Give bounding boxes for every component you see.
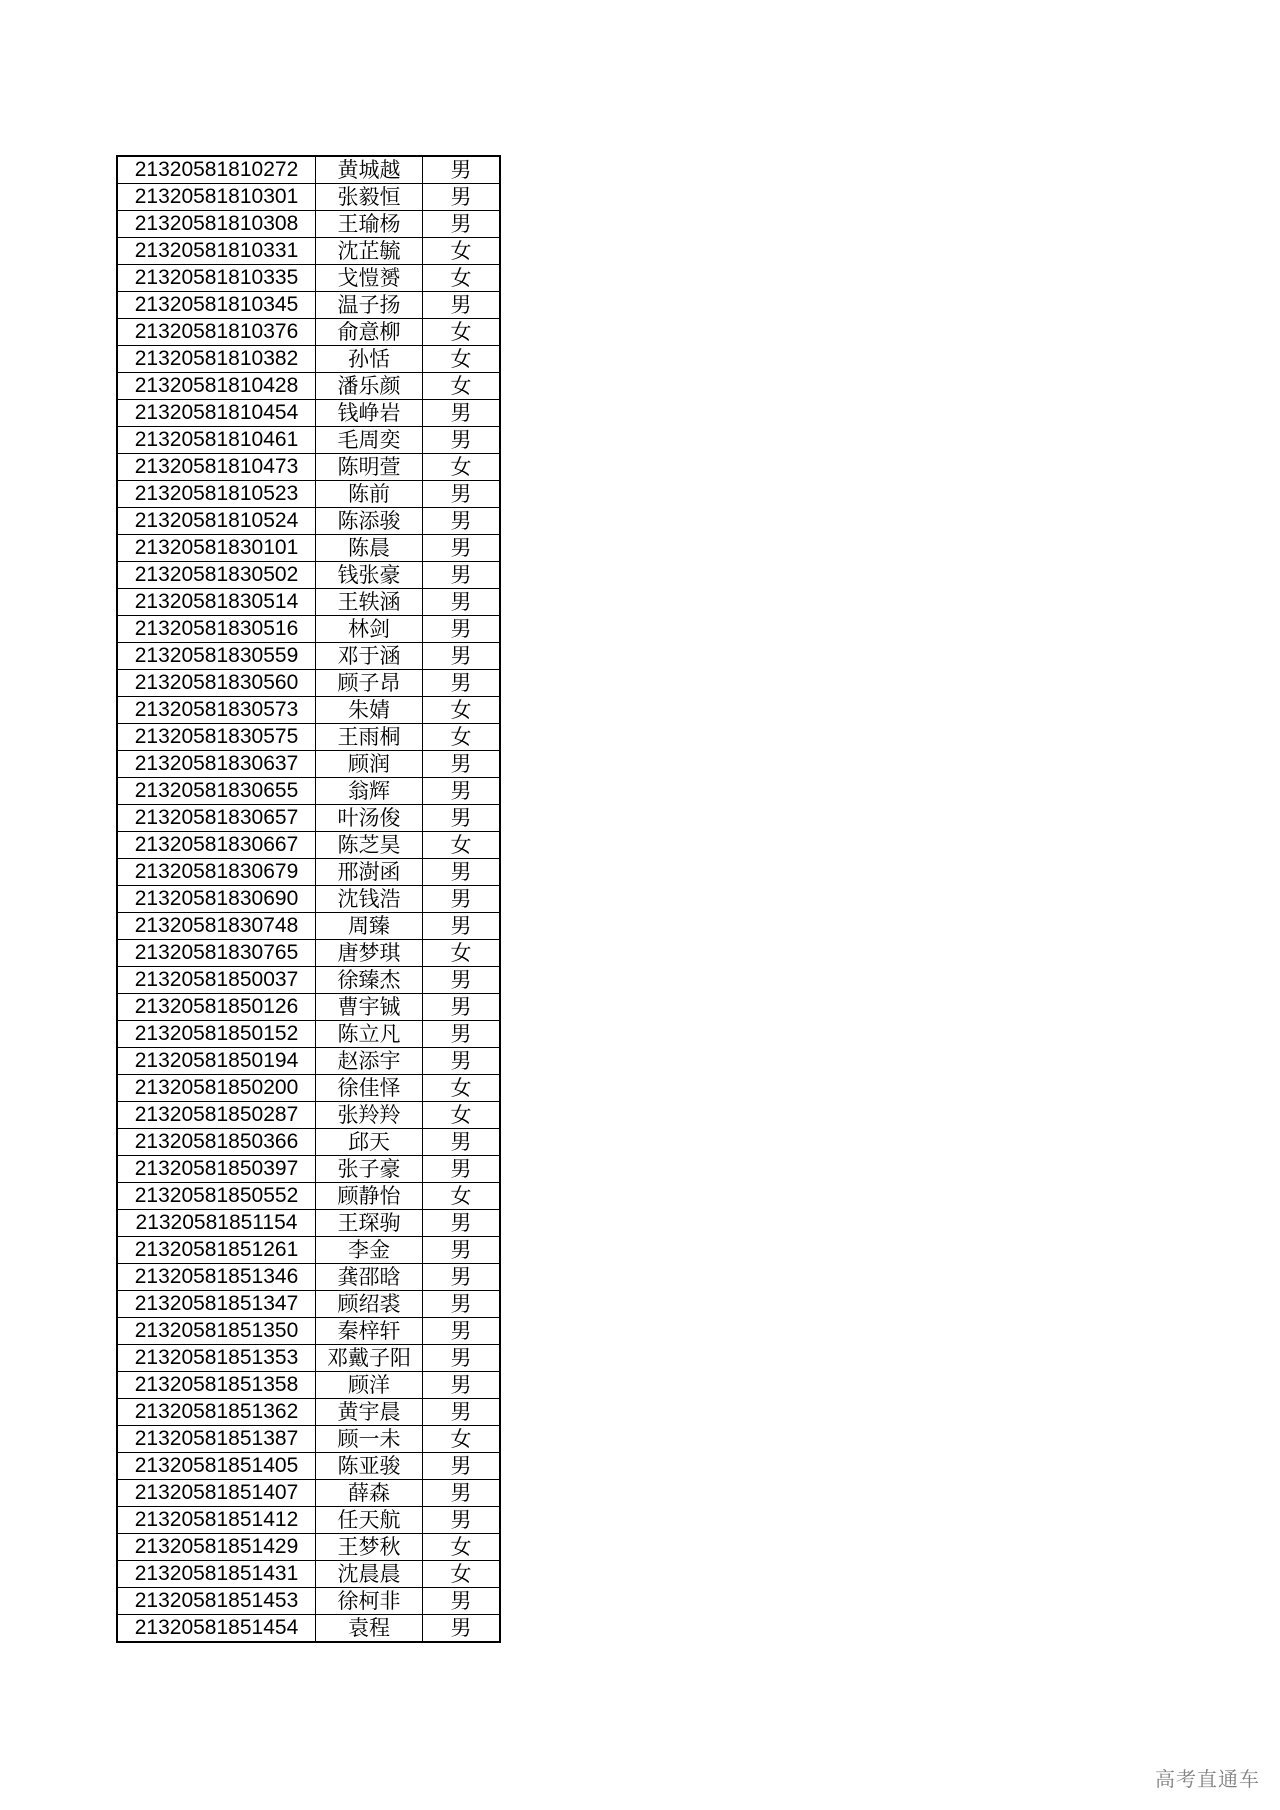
student-name-cell: 龚邵晗 [316, 1264, 423, 1291]
student-name-cell: 黄城越 [316, 156, 423, 184]
table-row [117, 643, 500, 670]
student-name-cell: 李金 [316, 1237, 423, 1264]
student-name-cell: 徐臻杰 [316, 967, 423, 994]
student-id-cell: 21320581830502 [117, 562, 316, 589]
student-gender-cell: 男 [423, 994, 501, 1021]
table-row [117, 1183, 500, 1210]
student-name-cell: 沈芷毓 [316, 238, 423, 265]
table-row [117, 751, 500, 778]
student-gender-cell: 男 [423, 400, 501, 427]
table-row [117, 238, 500, 265]
student-id-cell: 21320581851453 [117, 1588, 316, 1615]
student-name-cell: 朱婧 [316, 697, 423, 724]
student-name-cell: 徐柯非 [316, 1588, 423, 1615]
student-name-cell: 周臻 [316, 913, 423, 940]
student-name-cell: 戈愷赟 [316, 265, 423, 292]
student-name-cell: 钱峥岩 [316, 400, 423, 427]
student-id-cell: 21320581850152 [117, 1021, 316, 1048]
table-row [117, 373, 500, 400]
student-gender-cell: 男 [423, 156, 501, 184]
table-row [117, 1480, 500, 1507]
table-row [117, 292, 500, 319]
student-gender-cell: 女 [423, 265, 501, 292]
table-row [117, 1156, 500, 1183]
student-gender-cell: 男 [423, 616, 501, 643]
student-id-cell: 21320581810301 [117, 184, 316, 211]
student-id-cell: 21320581810428 [117, 373, 316, 400]
student-gender-cell: 男 [423, 184, 501, 211]
table-row [117, 967, 500, 994]
student-name-cell: 沈晨晨 [316, 1561, 423, 1588]
student-gender-cell: 女 [423, 832, 501, 859]
student-name-cell: 温子扬 [316, 292, 423, 319]
student-gender-cell: 男 [423, 1264, 501, 1291]
student-gender-cell: 男 [423, 481, 501, 508]
table-row [117, 211, 500, 238]
student-id-cell: 21320581850552 [117, 1183, 316, 1210]
student-id-cell: 21320581850287 [117, 1102, 316, 1129]
student-id-cell: 21320581851353 [117, 1345, 316, 1372]
student-name-cell: 徐佳怿 [316, 1075, 423, 1102]
student-id-cell: 21320581830575 [117, 724, 316, 751]
student-id-cell: 21320581830559 [117, 643, 316, 670]
table-row [117, 724, 500, 751]
student-name-cell: 王轶涵 [316, 589, 423, 616]
table-row [117, 859, 500, 886]
student-name-cell: 陈亚骏 [316, 1453, 423, 1480]
student-id-cell: 21320581850397 [117, 1156, 316, 1183]
student-id-cell: 21320581851387 [117, 1426, 316, 1453]
table-row [117, 1399, 500, 1426]
roster-table-body [117, 156, 500, 1642]
student-name-cell: 顾洋 [316, 1372, 423, 1399]
student-name-cell: 王雨桐 [316, 724, 423, 751]
student-gender-cell: 女 [423, 940, 501, 967]
student-name-cell: 王琛驹 [316, 1210, 423, 1237]
student-name-cell: 曹宇铖 [316, 994, 423, 1021]
table-row [117, 913, 500, 940]
table-row [117, 454, 500, 481]
student-gender-cell: 女 [423, 319, 501, 346]
table-row [117, 1102, 500, 1129]
table-row [117, 994, 500, 1021]
student-name-cell: 陈立凡 [316, 1021, 423, 1048]
student-gender-cell: 女 [423, 454, 501, 481]
student-name-cell: 赵添宇 [316, 1048, 423, 1075]
student-id-cell: 21320581830101 [117, 535, 316, 562]
student-gender-cell: 女 [423, 724, 501, 751]
student-id-cell: 21320581850200 [117, 1075, 316, 1102]
student-id-cell: 21320581810272 [117, 156, 316, 184]
student-gender-cell: 男 [423, 1372, 501, 1399]
student-id-cell: 21320581851346 [117, 1264, 316, 1291]
student-gender-cell: 女 [423, 1534, 501, 1561]
table-row [117, 346, 500, 373]
student-id-cell: 21320581850126 [117, 994, 316, 1021]
student-name-cell: 秦梓轩 [316, 1318, 423, 1345]
student-gender-cell: 女 [423, 1183, 501, 1210]
student-id-cell: 21320581810454 [117, 400, 316, 427]
student-gender-cell: 男 [423, 643, 501, 670]
student-id-cell: 21320581830690 [117, 886, 316, 913]
student-gender-cell: 男 [423, 562, 501, 589]
student-gender-cell: 男 [423, 1291, 501, 1318]
student-gender-cell: 男 [423, 1048, 501, 1075]
student-name-cell: 顾绍裘 [316, 1291, 423, 1318]
student-name-cell: 陈添骏 [316, 508, 423, 535]
student-id-cell: 21320581851154 [117, 1210, 316, 1237]
student-gender-cell: 女 [423, 238, 501, 265]
student-id-cell: 21320581830657 [117, 805, 316, 832]
student-gender-cell: 男 [423, 913, 501, 940]
table-row [117, 184, 500, 211]
table-row [117, 1615, 500, 1643]
student-name-cell: 俞意柳 [316, 319, 423, 346]
table-row [117, 805, 500, 832]
student-id-cell: 21320581850366 [117, 1129, 316, 1156]
student-gender-cell: 男 [423, 508, 501, 535]
table-row [117, 832, 500, 859]
table-row [117, 616, 500, 643]
student-name-cell: 陈晨 [316, 535, 423, 562]
table-row [117, 1534, 500, 1561]
student-gender-cell: 男 [423, 778, 501, 805]
student-id-cell: 21320581810473 [117, 454, 316, 481]
student-id-cell: 21320581851358 [117, 1372, 316, 1399]
student-name-cell: 黄宇晨 [316, 1399, 423, 1426]
table-row [117, 400, 500, 427]
table-row [117, 1588, 500, 1615]
student-id-cell: 21320581810331 [117, 238, 316, 265]
student-name-cell: 张毅恒 [316, 184, 423, 211]
table-row [117, 562, 500, 589]
table-row [117, 886, 500, 913]
table-row [117, 1291, 500, 1318]
student-gender-cell: 男 [423, 1480, 501, 1507]
student-name-cell: 任天航 [316, 1507, 423, 1534]
table-row [117, 1453, 500, 1480]
student-id-cell: 21320581851407 [117, 1480, 316, 1507]
student-name-cell: 翁辉 [316, 778, 423, 805]
student-gender-cell: 男 [423, 211, 501, 238]
student-id-cell: 21320581851362 [117, 1399, 316, 1426]
student-name-cell: 邓于涵 [316, 643, 423, 670]
table-row [117, 1561, 500, 1588]
student-id-cell: 21320581851350 [117, 1318, 316, 1345]
table-row [117, 1318, 500, 1345]
student-id-cell: 21320581830573 [117, 697, 316, 724]
student-gender-cell: 男 [423, 589, 501, 616]
student-gender-cell: 男 [423, 535, 501, 562]
student-name-cell: 沈钱浩 [316, 886, 423, 913]
student-id-cell: 21320581830655 [117, 778, 316, 805]
student-id-cell: 21320581851454 [117, 1615, 316, 1643]
table-row [117, 319, 500, 346]
student-gender-cell: 男 [423, 1615, 501, 1643]
student-id-cell: 21320581830679 [117, 859, 316, 886]
student-name-cell: 邢澍函 [316, 859, 423, 886]
student-gender-cell: 男 [423, 1156, 501, 1183]
student-gender-cell: 男 [423, 670, 501, 697]
student-name-cell: 叶汤俊 [316, 805, 423, 832]
student-gender-cell: 女 [423, 1426, 501, 1453]
table-row [117, 481, 500, 508]
student-id-cell: 21320581851347 [117, 1291, 316, 1318]
student-id-cell: 21320581830667 [117, 832, 316, 859]
student-name-cell: 邱天 [316, 1129, 423, 1156]
student-gender-cell: 女 [423, 346, 501, 373]
table-row [117, 535, 500, 562]
student-gender-cell: 男 [423, 1210, 501, 1237]
student-roster-table [116, 155, 501, 1643]
student-id-cell: 21320581810523 [117, 481, 316, 508]
student-id-cell: 21320581850194 [117, 1048, 316, 1075]
student-gender-cell: 男 [423, 1237, 501, 1264]
student-id-cell: 21320581851431 [117, 1561, 316, 1588]
student-name-cell: 顾静怡 [316, 1183, 423, 1210]
table-row [117, 940, 500, 967]
student-name-cell: 张子豪 [316, 1156, 423, 1183]
table-row [117, 1048, 500, 1075]
student-id-cell: 21320581810335 [117, 265, 316, 292]
student-id-cell: 21320581850037 [117, 967, 316, 994]
student-id-cell: 21320581851261 [117, 1237, 316, 1264]
student-id-cell: 21320581830765 [117, 940, 316, 967]
table-row [117, 1210, 500, 1237]
student-name-cell: 林剑 [316, 616, 423, 643]
table-row [117, 670, 500, 697]
table-row [117, 1075, 500, 1102]
student-id-cell: 21320581810308 [117, 211, 316, 238]
student-gender-cell: 男 [423, 1318, 501, 1345]
student-gender-cell: 女 [423, 1102, 501, 1129]
student-id-cell: 21320581810524 [117, 508, 316, 535]
student-name-cell: 陈明萱 [316, 454, 423, 481]
table-row [117, 1507, 500, 1534]
table-row [117, 589, 500, 616]
table-row [117, 265, 500, 292]
student-gender-cell: 男 [423, 967, 501, 994]
student-name-cell: 薛森 [316, 1480, 423, 1507]
student-name-cell: 潘乐颜 [316, 373, 423, 400]
student-gender-cell: 男 [423, 1507, 501, 1534]
student-gender-cell: 男 [423, 1399, 501, 1426]
student-id-cell: 21320581830560 [117, 670, 316, 697]
student-gender-cell: 女 [423, 1075, 501, 1102]
student-id-cell: 21320581830516 [117, 616, 316, 643]
student-name-cell: 顾润 [316, 751, 423, 778]
student-gender-cell: 男 [423, 1345, 501, 1372]
student-name-cell: 顾一未 [316, 1426, 423, 1453]
student-gender-cell: 男 [423, 859, 501, 886]
student-id-cell: 21320581810382 [117, 346, 316, 373]
table-row [117, 1345, 500, 1372]
student-gender-cell: 男 [423, 886, 501, 913]
student-name-cell: 邓戴子阳 [316, 1345, 423, 1372]
student-name-cell: 王梦秋 [316, 1534, 423, 1561]
student-id-cell: 21320581851405 [117, 1453, 316, 1480]
student-id-cell: 21320581830637 [117, 751, 316, 778]
student-name-cell: 陈前 [316, 481, 423, 508]
student-gender-cell: 男 [423, 1021, 501, 1048]
student-name-cell: 顾子昂 [316, 670, 423, 697]
student-name-cell: 唐梦琪 [316, 940, 423, 967]
student-gender-cell: 男 [423, 427, 501, 454]
table-row [117, 427, 500, 454]
student-id-cell: 21320581810461 [117, 427, 316, 454]
student-name-cell: 毛周奕 [316, 427, 423, 454]
table-row [117, 1021, 500, 1048]
table-row [117, 1264, 500, 1291]
student-gender-cell: 男 [423, 292, 501, 319]
table-row [117, 778, 500, 805]
student-gender-cell: 男 [423, 1453, 501, 1480]
student-id-cell: 21320581810376 [117, 319, 316, 346]
student-gender-cell: 男 [423, 1588, 501, 1615]
student-name-cell: 张羚羚 [316, 1102, 423, 1129]
table-row [117, 156, 500, 184]
student-id-cell: 21320581830748 [117, 913, 316, 940]
table-row [117, 1129, 500, 1156]
student-gender-cell: 女 [423, 373, 501, 400]
student-id-cell: 21320581830514 [117, 589, 316, 616]
student-gender-cell: 男 [423, 1129, 501, 1156]
student-id-cell: 21320581851412 [117, 1507, 316, 1534]
student-id-cell: 21320581851429 [117, 1534, 316, 1561]
student-name-cell: 袁程 [316, 1615, 423, 1643]
table-row [117, 1372, 500, 1399]
student-gender-cell: 女 [423, 697, 501, 724]
student-name-cell: 钱张豪 [316, 562, 423, 589]
student-gender-cell: 女 [423, 1561, 501, 1588]
table-row [117, 1426, 500, 1453]
watermark-text: 高考直通车 [1155, 1767, 1260, 1791]
table-row [117, 508, 500, 535]
student-id-cell: 21320581810345 [117, 292, 316, 319]
table-row [117, 697, 500, 724]
table-row [117, 1237, 500, 1264]
student-gender-cell: 男 [423, 751, 501, 778]
student-gender-cell: 男 [423, 805, 501, 832]
student-name-cell: 王瑜杨 [316, 211, 423, 238]
student-name-cell: 孙恬 [316, 346, 423, 373]
student-name-cell: 陈芝昊 [316, 832, 423, 859]
